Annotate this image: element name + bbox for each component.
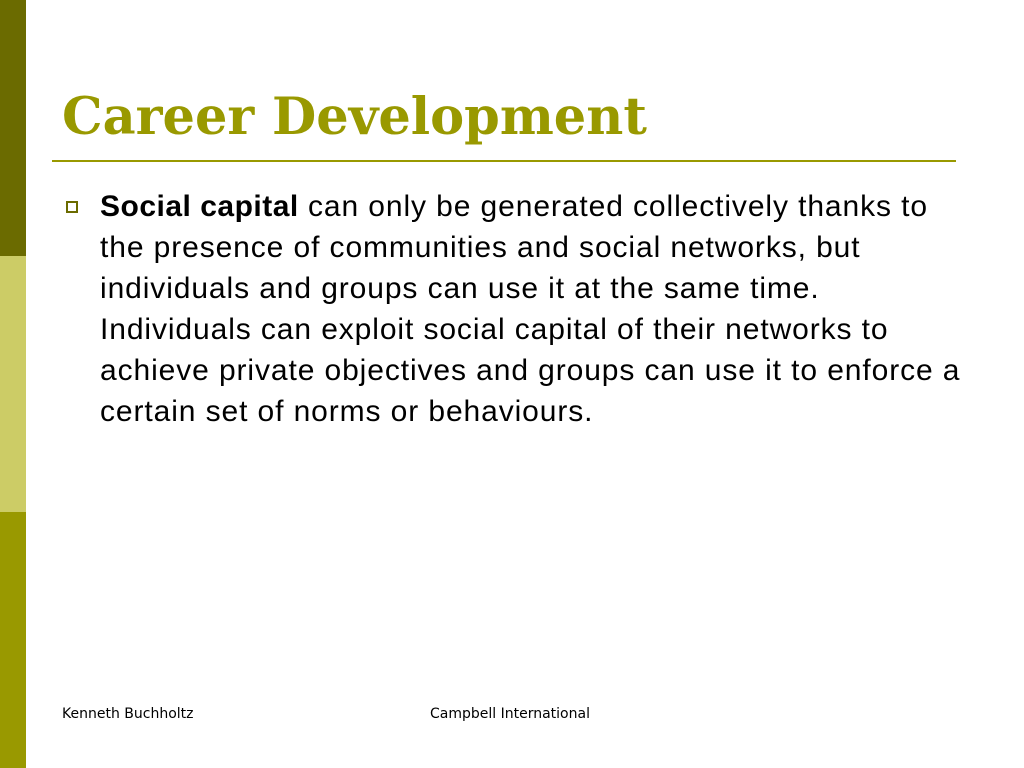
slide-title: Career Development (62, 87, 647, 147)
footer-organization: Campbell International (430, 706, 590, 722)
side-bar-top (0, 0, 26, 256)
title-underline (52, 160, 956, 162)
bullet-text (100, 186, 980, 432)
bullet-lead-text: Social capital (100, 190, 299, 223)
footer-author: Kenneth Buchholtz (62, 706, 194, 722)
bullet-body-text: can only be generated collectively thanks to the presence of communities and social networks, but individuals and groups can use it at the same time. Individuals can exploit social capital of their networks to achieve private objectives and groups can use it to enforce a certain set of norms or behaviours. (100, 190, 961, 428)
square-bullet-icon (66, 201, 78, 213)
side-bar-bottom (0, 512, 26, 768)
side-bar-middle (0, 256, 26, 512)
